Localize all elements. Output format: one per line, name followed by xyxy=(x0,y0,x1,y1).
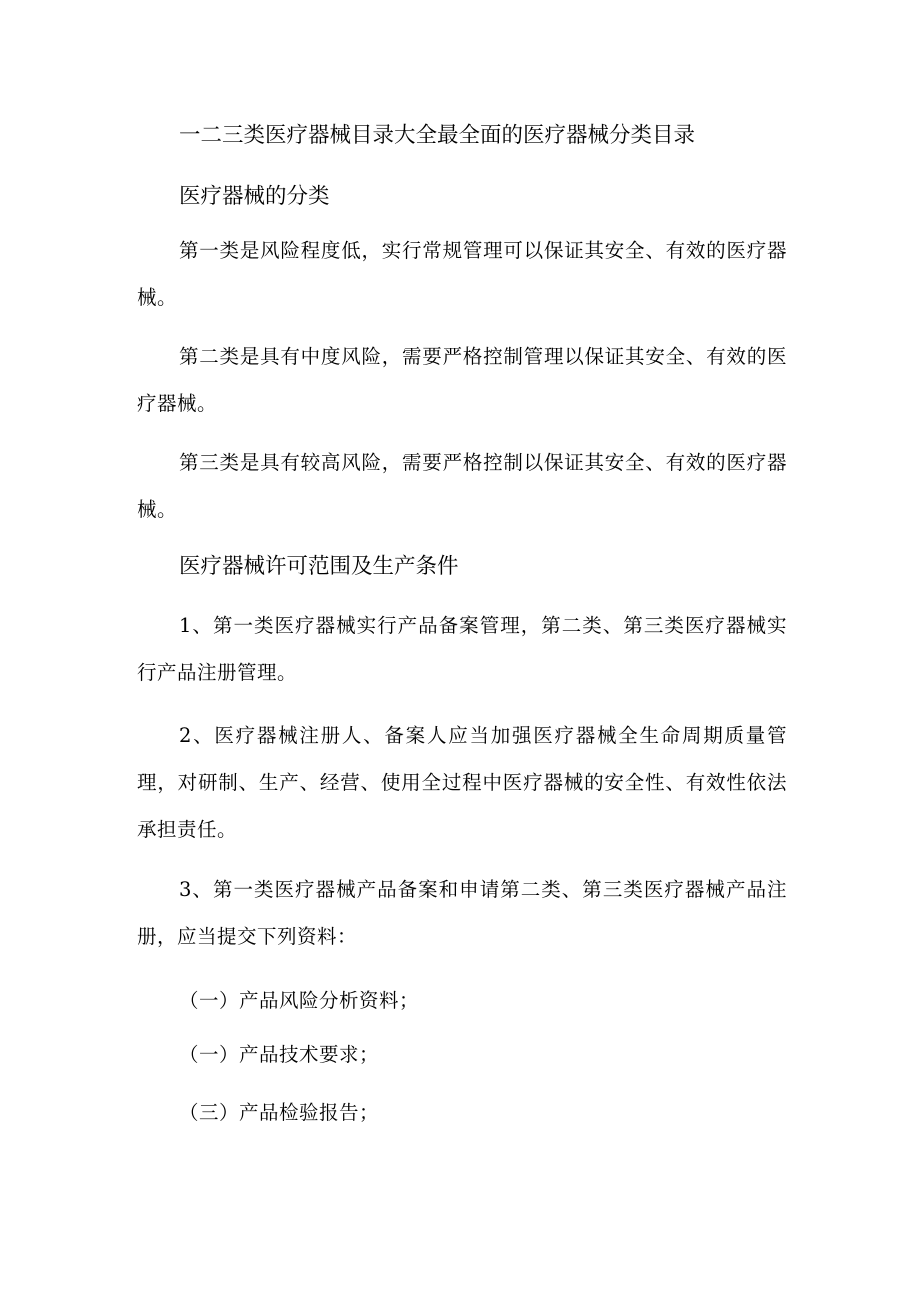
paragraph-class-two: 第二类是具有中度风险，需要严格控制管理以保证其安全、有效的医疗器械。 xyxy=(137,345,787,415)
paragraph-class-three: 第三类是具有较高风险，需要严格控制以保证其安全、有效的医疗器械。 xyxy=(137,451,787,521)
paragraph-item-1: 1、第一类医疗器械实行产品备案管理，第二类、第三类医疗器械实行产品注册管理。 xyxy=(137,614,787,684)
list-item-risk-analysis: （一）产品风险分析资料； xyxy=(179,989,420,1012)
paragraph-class-one: 第一类是风险程度低，实行常规管理可以保证其安全、有效的医疗器械。 xyxy=(137,239,787,309)
section-heading-licensing: 医疗器械许可范围及生产条件 xyxy=(179,554,459,579)
list-item-inspection-report: （三）产品检验报告； xyxy=(179,1101,380,1124)
document-title: 一二三类医疗器械目录大全最全面的医疗器械分类目录 xyxy=(179,123,696,148)
list-item-technical-requirements: （一）产品技术要求； xyxy=(179,1043,380,1066)
paragraph-item-2: 2、医疗器械注册人、备案人应当加强医疗器械全生命周期质量管理，对研制、生产、经营、使用全过程中医疗器械的安全性、有效性依法承担责任。 xyxy=(137,724,787,841)
paragraph-item-3: 3、第一类医疗器械产品备案和申请第二类、第三类医疗器械产品注册，应当提交下列资料： xyxy=(137,878,787,948)
section-heading-classification: 医疗器械的分类 xyxy=(179,184,330,209)
